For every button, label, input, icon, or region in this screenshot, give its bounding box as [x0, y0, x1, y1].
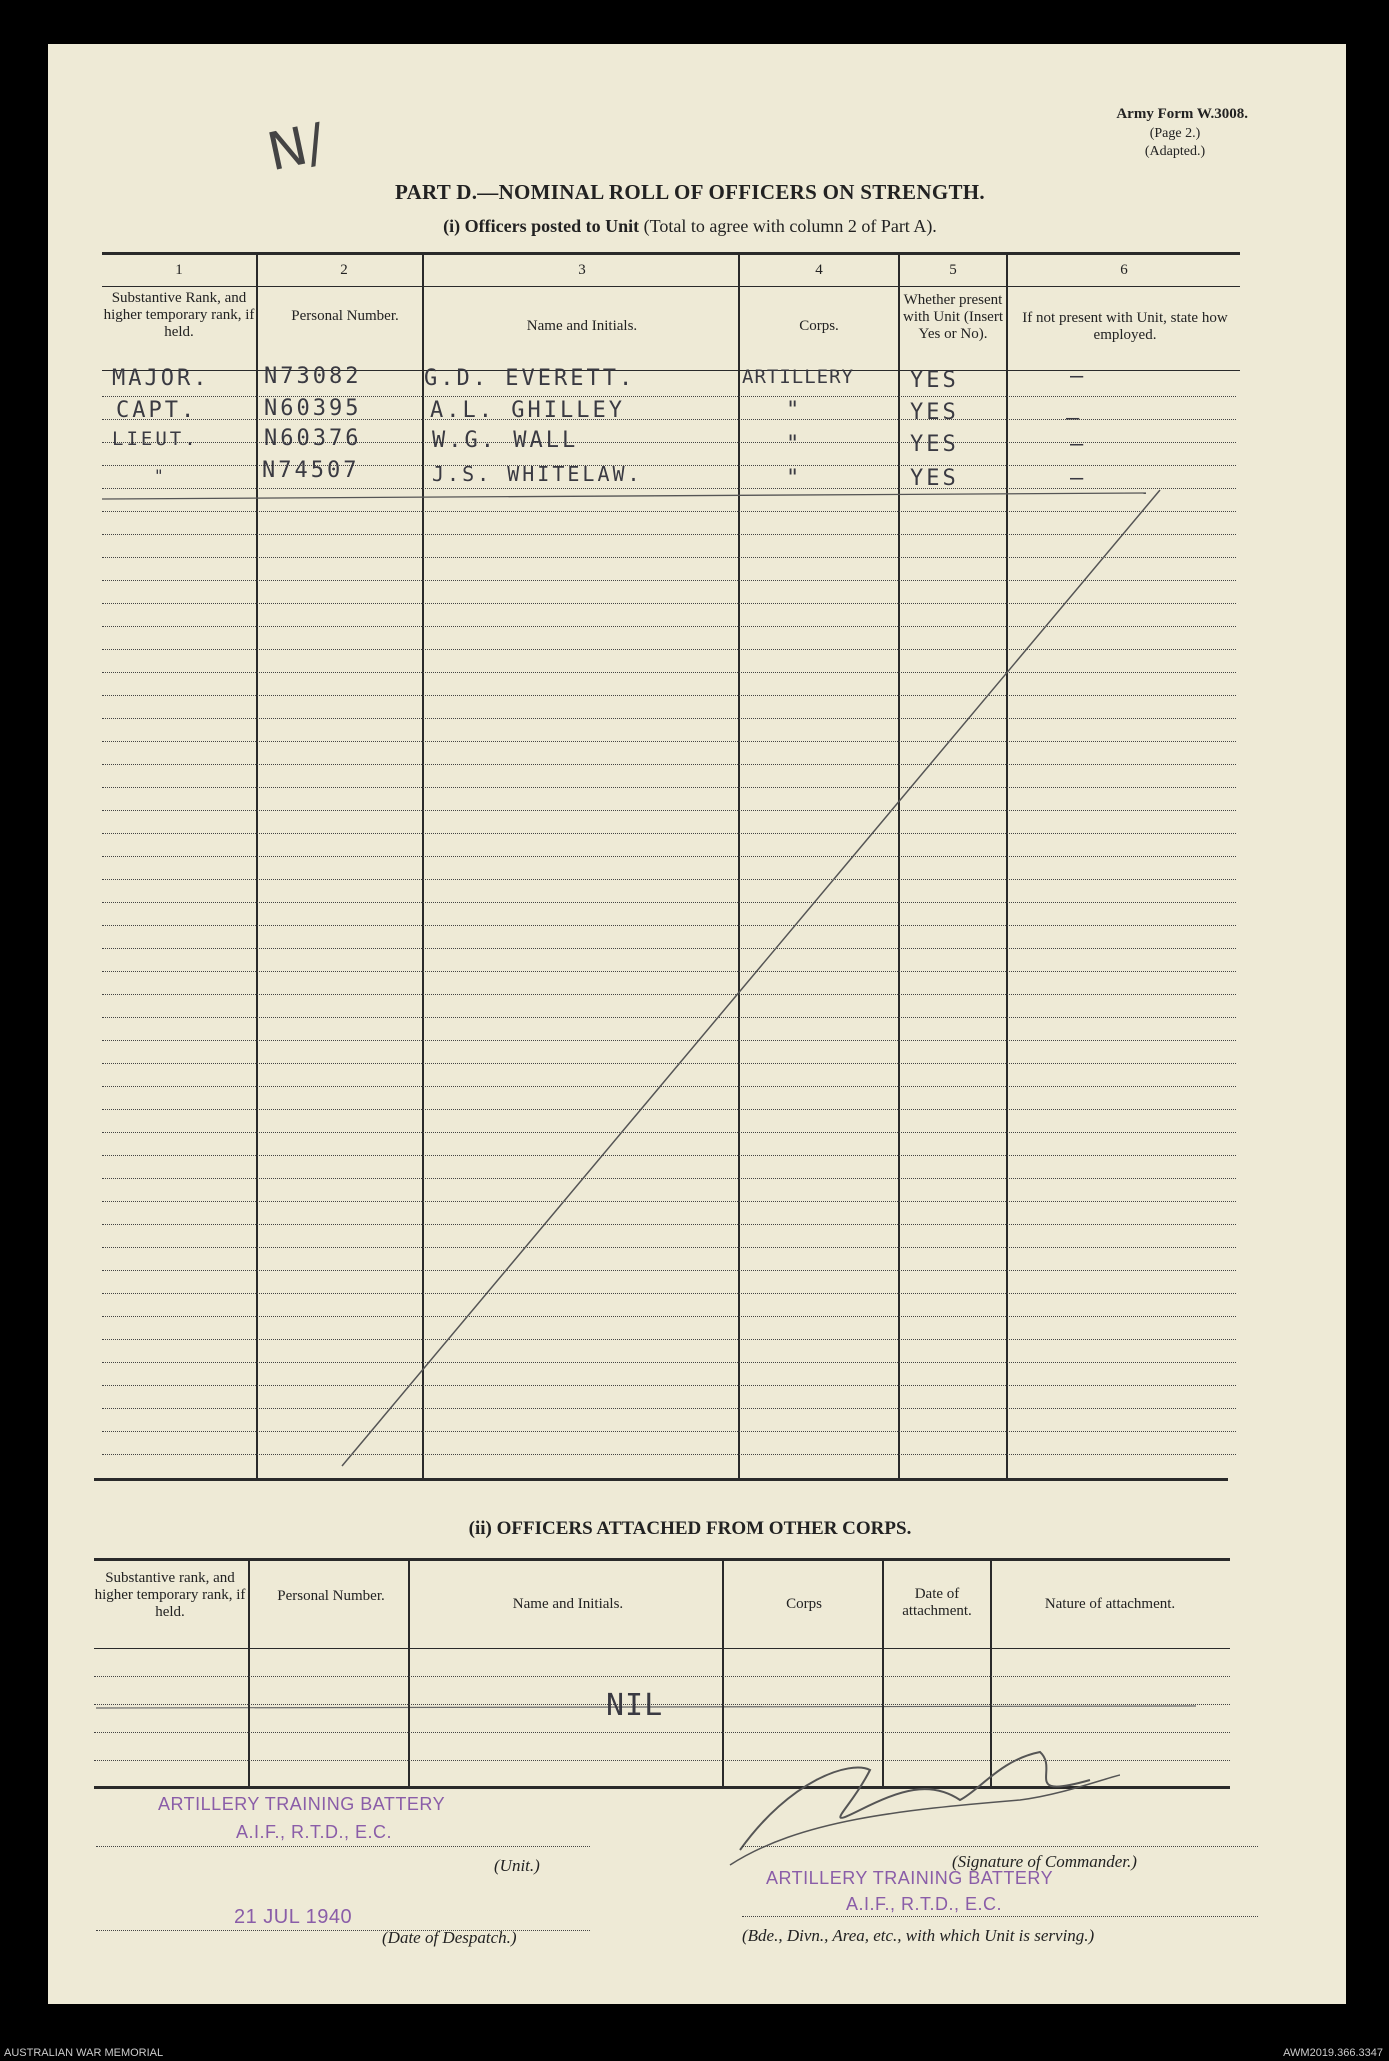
unit-line: [96, 1846, 590, 1847]
row-2-rank: CAPT.: [116, 398, 198, 423]
header-rank: Substantive Rank, and higher temporary rank, if held.: [103, 290, 255, 340]
row-1-rank: MAJOR.: [112, 366, 210, 391]
header-personal-number: Personal Number.: [291, 308, 399, 324]
ii-header-date: Date of attachment.: [902, 1586, 972, 1619]
ii-header-rank: Substantive rank, and higher temporary rank, if held.: [94, 1570, 246, 1620]
row-3-present: YES: [910, 432, 959, 457]
ii-header-personal-number: Personal Number.: [277, 1588, 385, 1604]
row-2-present: YES: [910, 400, 959, 425]
ii-header-corps: Corps: [786, 1596, 822, 1612]
row-4-corps: ": [786, 466, 803, 491]
row-2-employed: —: [1066, 406, 1083, 431]
row-4-name: J.S. WHITELAW.: [432, 462, 643, 486]
row-3-number: N60376: [264, 426, 362, 451]
row-3-corps: ": [786, 432, 803, 457]
form-adapted: (Adapted.): [1144, 144, 1206, 159]
ii-table-top-rule: [94, 1558, 1230, 1561]
row-4-rank: ": [154, 466, 167, 485]
row-1-employed: —: [1070, 364, 1087, 389]
unit-label: (Unit.): [494, 1856, 540, 1875]
part-d-title: PART D.—NOMINAL ROLL OF OFFICERS ON STRENGTH.: [395, 180, 985, 204]
ii-row-rule: [94, 1676, 1230, 1677]
row-1-name: G.D. EVERETT.: [424, 366, 636, 391]
subtitle-bold: (i) Officers posted to Unit: [443, 216, 640, 236]
part-ii-title: (ii) OFFICERS ATTACHED FROM OTHER CORPS.: [468, 1518, 912, 1539]
header-present: Whether present with Unit (Insert Yes or No).: [903, 292, 1003, 342]
bde-line: [742, 1916, 1258, 1917]
archive-institution: AUSTRALIAN WAR MEMORIAL: [4, 2047, 164, 2059]
row-3-rank: LIEUT.: [112, 428, 199, 450]
ii-header-nature: Nature of attachment.: [1044, 1596, 1176, 1612]
margin-mark: N/: [262, 112, 331, 184]
row-2-number: N60395: [264, 396, 362, 421]
col-number-4: 4: [815, 262, 823, 278]
ii-header-name: Name and Initials.: [512, 1596, 624, 1612]
form-number: Army Form W.3008.: [1116, 106, 1248, 122]
header-corps: Corps.: [799, 318, 839, 334]
subtitle-rest: (Total to agree with column 2 of Part A).: [643, 216, 937, 236]
row-1-present: YES: [910, 368, 959, 393]
date-label: (Date of Despatch.): [382, 1928, 517, 1947]
header-name: Name and Initials.: [526, 318, 638, 334]
row-2-name: A.L. GHILLEY: [430, 398, 625, 423]
ii-column-divider: [248, 1558, 250, 1786]
col-number-5: 5: [949, 262, 957, 278]
nil-entry: NIL: [606, 1688, 664, 1723]
form-page: (Page 2.): [1149, 126, 1201, 141]
row-3-employed: —: [1070, 432, 1087, 457]
ii-row-rule: [94, 1732, 1230, 1733]
row-2-corps: ": [786, 398, 803, 423]
header-employed: If not present with Unit, state how employed.: [1022, 310, 1228, 343]
unit-stamp-line1: ARTILLERY TRAINING BATTERY: [158, 1794, 446, 1814]
bde-label: (Bde., Divn., Area, etc., with which Unit is serving.): [742, 1926, 1095, 1945]
ii-column-divider: [408, 1558, 410, 1786]
row-4-number: N74507: [262, 458, 360, 483]
unit-stamp-line2: A.I.F., R.T.D., E.C.: [236, 1822, 393, 1842]
row-1-number: N73082: [264, 364, 362, 389]
col-number-2: 2: [340, 262, 348, 278]
bde-stamp-line2: A.I.F., R.T.D., E.C.: [846, 1894, 1003, 1914]
col-number-3: 3: [578, 262, 586, 278]
row-3-name: W.G. WALL: [432, 428, 579, 453]
bde-stamp-line1: ARTILLERY TRAINING BATTERY: [766, 1868, 1054, 1888]
ii-header-rule: [94, 1648, 1230, 1649]
row-4-employed: —: [1070, 466, 1087, 491]
signature-line: [742, 1846, 1258, 1847]
row-4-present: YES: [910, 466, 959, 491]
col-number-6: 6: [1120, 262, 1128, 278]
date-stamp: 21 JUL 1940: [234, 1906, 353, 1928]
signature-label: (Signature of Commander.): [952, 1852, 1137, 1871]
archive-accession: AWM2019.366.3347: [1283, 2047, 1383, 2059]
row-1-corps: ARTILLERY: [742, 366, 854, 388]
col-number-1: 1: [175, 262, 183, 278]
